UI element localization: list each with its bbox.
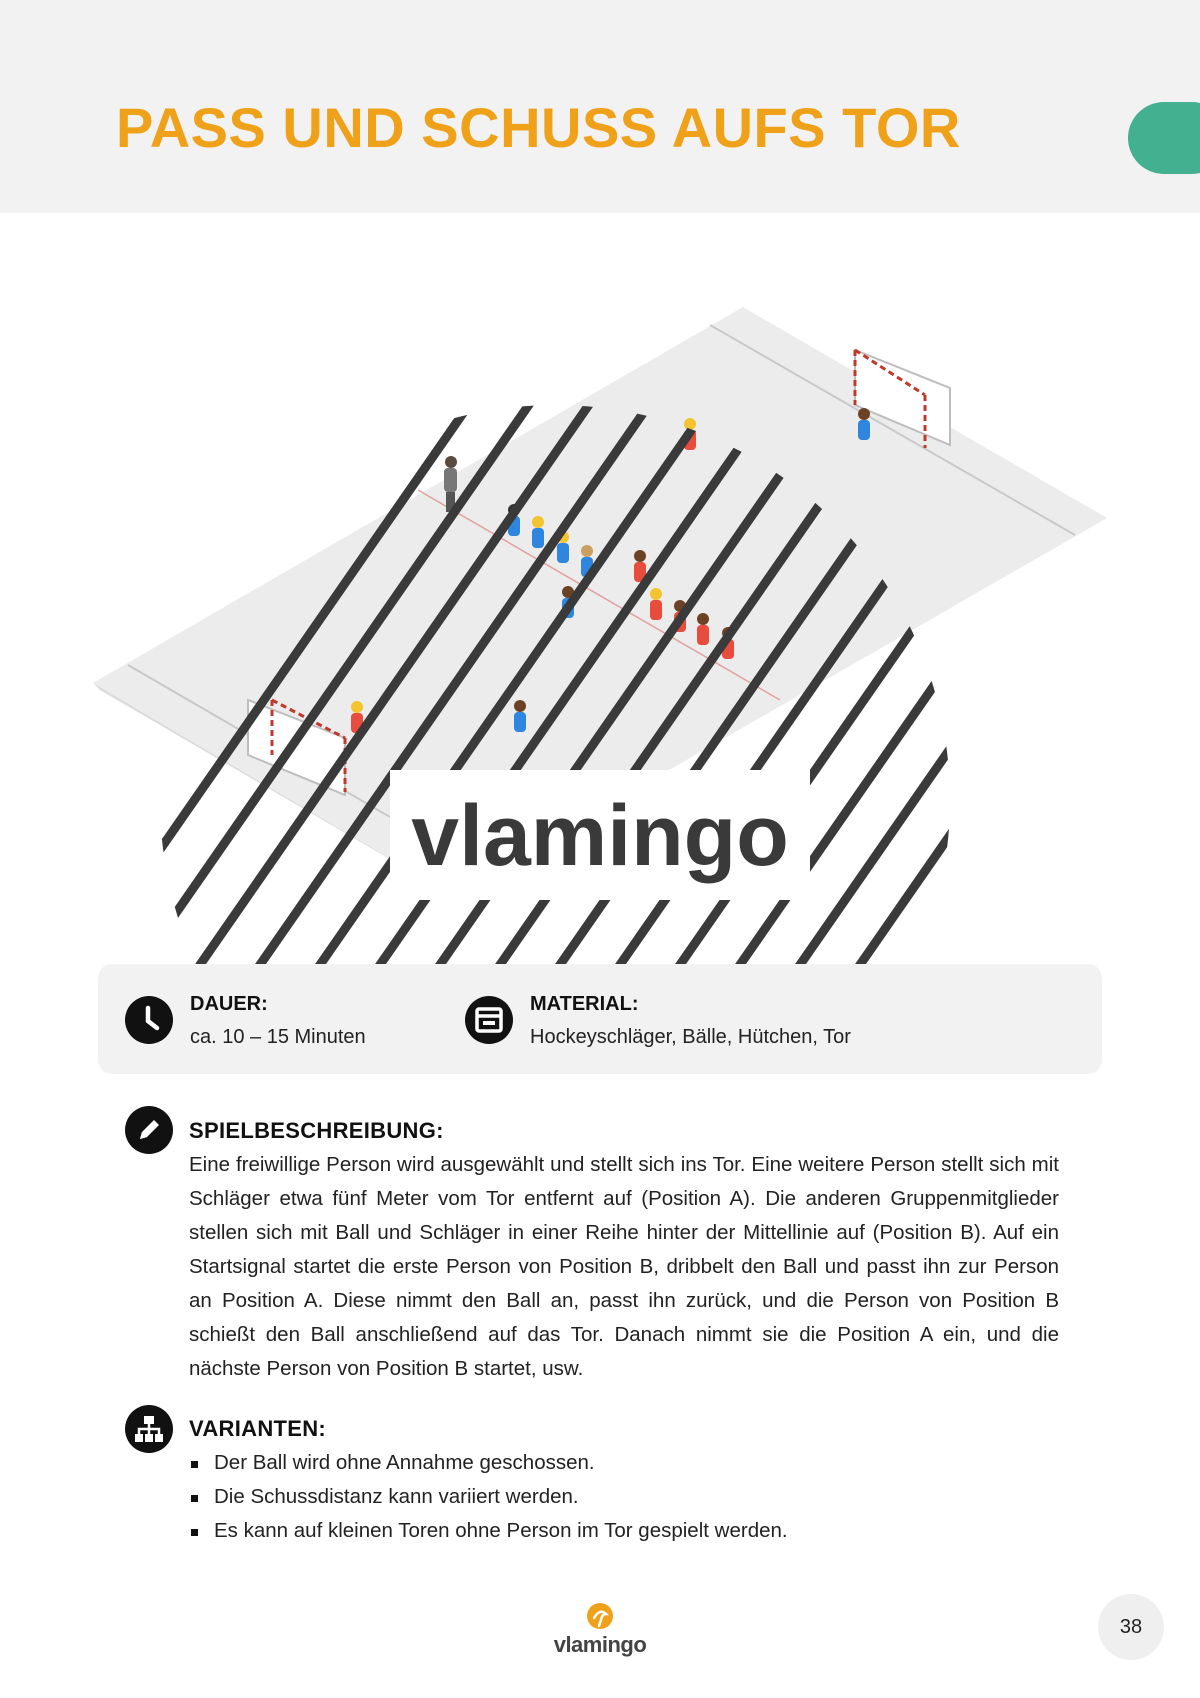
watermark-logo: vlamingo (411, 788, 789, 884)
footer-logo-text: vlamingo (553, 1632, 647, 1657)
page-title: PASS UND SCHUSS AUFS TOR (116, 96, 961, 159)
page-number: 38 (1098, 1594, 1164, 1660)
duration-label: DAUER: (190, 993, 268, 1015)
footer-logo (540, 1600, 660, 1660)
calendar-icon (465, 996, 513, 1044)
description-title: SPIELBESCHREIBUNG: (189, 1118, 444, 1143)
pencil-icon (125, 1106, 173, 1154)
info-box (98, 964, 1102, 1074)
list-item: Der Ball wird ohne Annahme geschossen. (189, 1446, 1059, 1480)
player-goalie-blue (858, 408, 870, 440)
clock-icon (125, 996, 173, 1044)
flamingo-icon (540, 1600, 660, 1632)
player-blue (514, 700, 526, 732)
duration-value: ca. 10 – 15 Minuten (190, 1026, 366, 1048)
material-value: Hockeyschläger, Bälle, Hütchen, Tor (530, 1026, 851, 1048)
player-red (697, 613, 709, 645)
list-item: Die Schussdistanz kann variiert werden. (189, 1480, 1059, 1514)
hierarchy-icon (125, 1405, 173, 1453)
corner-tab (1128, 102, 1200, 174)
variants-list (189, 1446, 1059, 1548)
material-label: MATERIAL: (530, 993, 639, 1015)
player-red (650, 588, 662, 620)
player-blue (532, 516, 544, 548)
description-text: Eine freiwillige Person wird ausgewählt und stellt sich ins Tor. Eine weitere Person stellt sich mit Schläger etwa fünf Meter vom Tor entfernt auf (Position A). Die anderen Gruppenmitglieder stellen sich mit Ball und Schläger in einer Reihe hinter der Mittellinie auf (Position B). Auf ein Startsignal startet die erste Person von Position B, dribbelt den Ball und passt ihn zur Person an Position A. Diese nimmt den Ball an, passt ihn zurück, und die Person von Position B schießt den Ball anschließend auf das Tor. Danach nimmt sie die Position A ein, und die nächste Person von Position B startet, usw. (189, 1153, 1059, 1380)
list-item: Es kann auf kleinen Toren ohne Person im Tor gespielt werden. (189, 1514, 1059, 1548)
field-illustration (0, 213, 1200, 973)
variants-title: VARIANTEN: (189, 1416, 327, 1441)
